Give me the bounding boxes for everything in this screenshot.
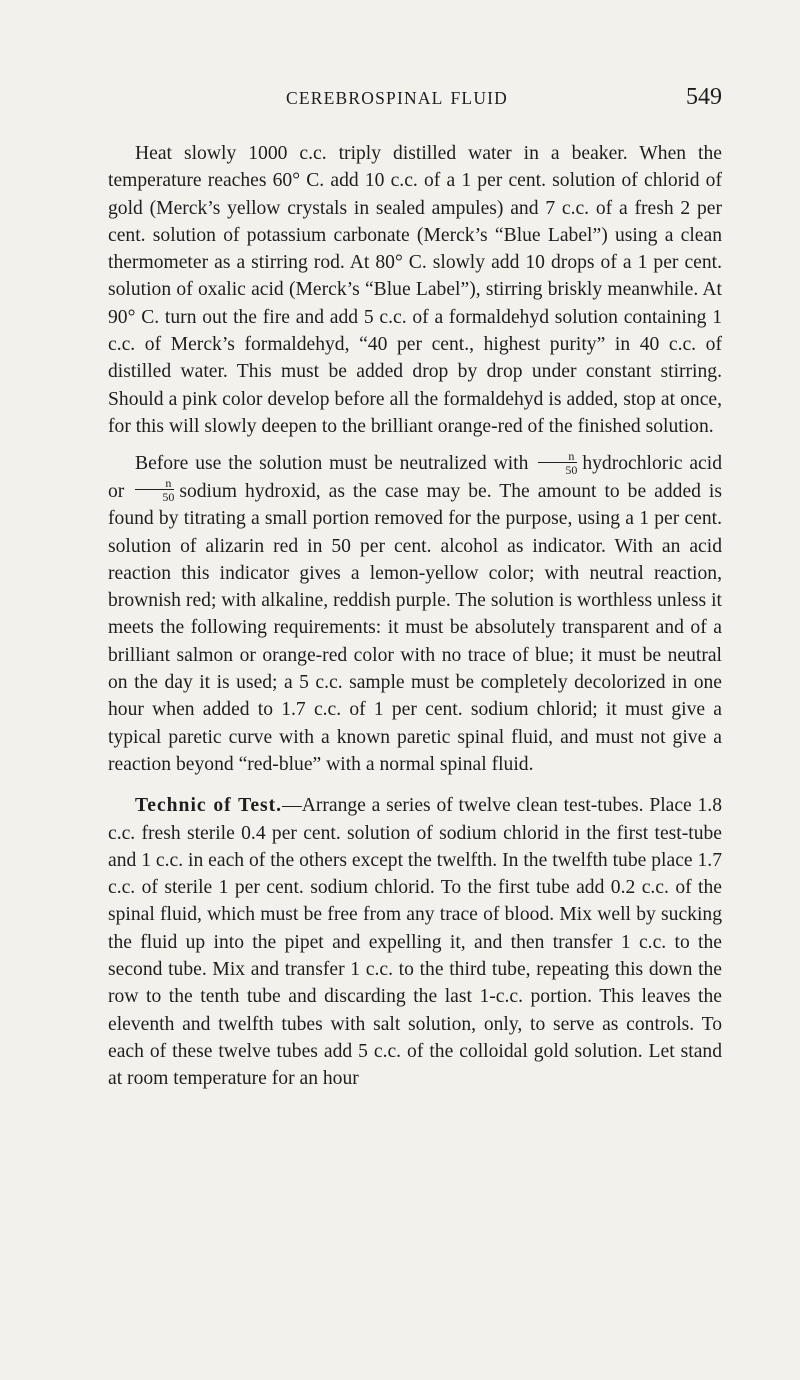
paragraph-technic-of-test [108,792,722,1092]
body-text [108,140,722,1093]
fraction-denominator: 50 [538,462,577,476]
paragraph-neutralization-part1: Before use the solution must be neutralized with [135,453,529,475]
paragraph-gold-solution-preparation: Heat slowly 1000 c.c. triply distilled water in a beaker. When the temperature reaches 60° C. add 10 c.c. of a 1 per cent. solution of chlorid of gold (Merck’s yellow crystals in sealed ampules) and 7 c.c. of a fresh 2 per cent. solution of potassium carbonate (Merck’s “Blue Label”) using a clean thermometer as a stirring rod. At 80° C. slowly add 10 drops of a 1 per cent. solution of oxalic acid (Merck’s “Blue Label”), stirring briskly meanwhile. At 90° C. turn out the fire and add 5 c.c. of a formaldehyd solution containing 1 c.c. of Merck’s formaldehyd, “40 per cent., highest purity” in 40 c.c. of distilled water. This must be added drop by drop under constant stirring. Should a pink color develop before all the formaldehyd is added, stop at once, for this will slowly deepen to the brilliant orange-red of the finished solution. [108,143,722,437]
fraction-denominator: 50 [135,489,174,503]
paragraph-neutralization [108,450,722,778]
page-number: 549 [686,84,722,110]
fraction-n-over-50 [135,477,174,503]
fraction-numerator: n [165,476,172,491]
fraction-n-over-50 [538,450,577,476]
paragraph-neutralization-part3: sodium hydroxid, as the case may be. The amount to be added is found by titrating a small portion removed for the purpose, using a 1 per cent. solution of alizarin red in 50 per cent. alcohol as indicator. With an acid reaction this indicator gives a lemon-yellow color; with neutral reaction, brownish red; with alkaline, reddish purple. The solution is worthless unless it meets the following requirements: it must be absolutely transparent and of a brilliant salmon or orange-red color with no trace of blue; it must be neutral on the day it is used; a 5 c.c. sample must be completely decolorized in one hour when added to 1.7 c.c. of 1 per cent. sodium chlorid; it must give a typical paretic curve with a known paretic spinal fluid, and must not give a reaction beyond “red-blue” with a normal spinal fluid. [108,480,722,775]
fraction-numerator: n [568,448,575,463]
page-header [108,86,722,120]
paragraph-neutralization-part2: hydrochloric acid or [108,453,722,502]
paragraph-technic-text: —Arrange a series of twelve clean test-tubes. Place 1.8 c.c. fresh sterile 0.4 per cent. solution of sodium chlorid in the first test-tube and 1 c.c. in each of the others except the twelfth. In the twelfth tube place 1.7 c.c. of sterile 1 per cent. sodium chlorid. To the first tube add 0.2 c.c. of the spinal fluid, which must be free from any trace of blood. Mix well by sucking the fluid up into the pipet and expelling it, and then transfer 1 c.c. to the second tube. Mix and transfer 1 c.c. to the third tube, repeating this down the row to the tenth tube and discarding the last 1-c.c. portion. This leaves the eleventh and twelfth tubes with salt solution, only, to serve as controls. To each of these twelve tubes add 5 c.c. of the colloidal gold solution. Let stand at room temperature for an hour [108,795,722,1090]
section-heading-technic-of-test: Technic of Test. [135,795,283,817]
running-head: CEREBROSPINAL FLUID [286,88,509,108]
